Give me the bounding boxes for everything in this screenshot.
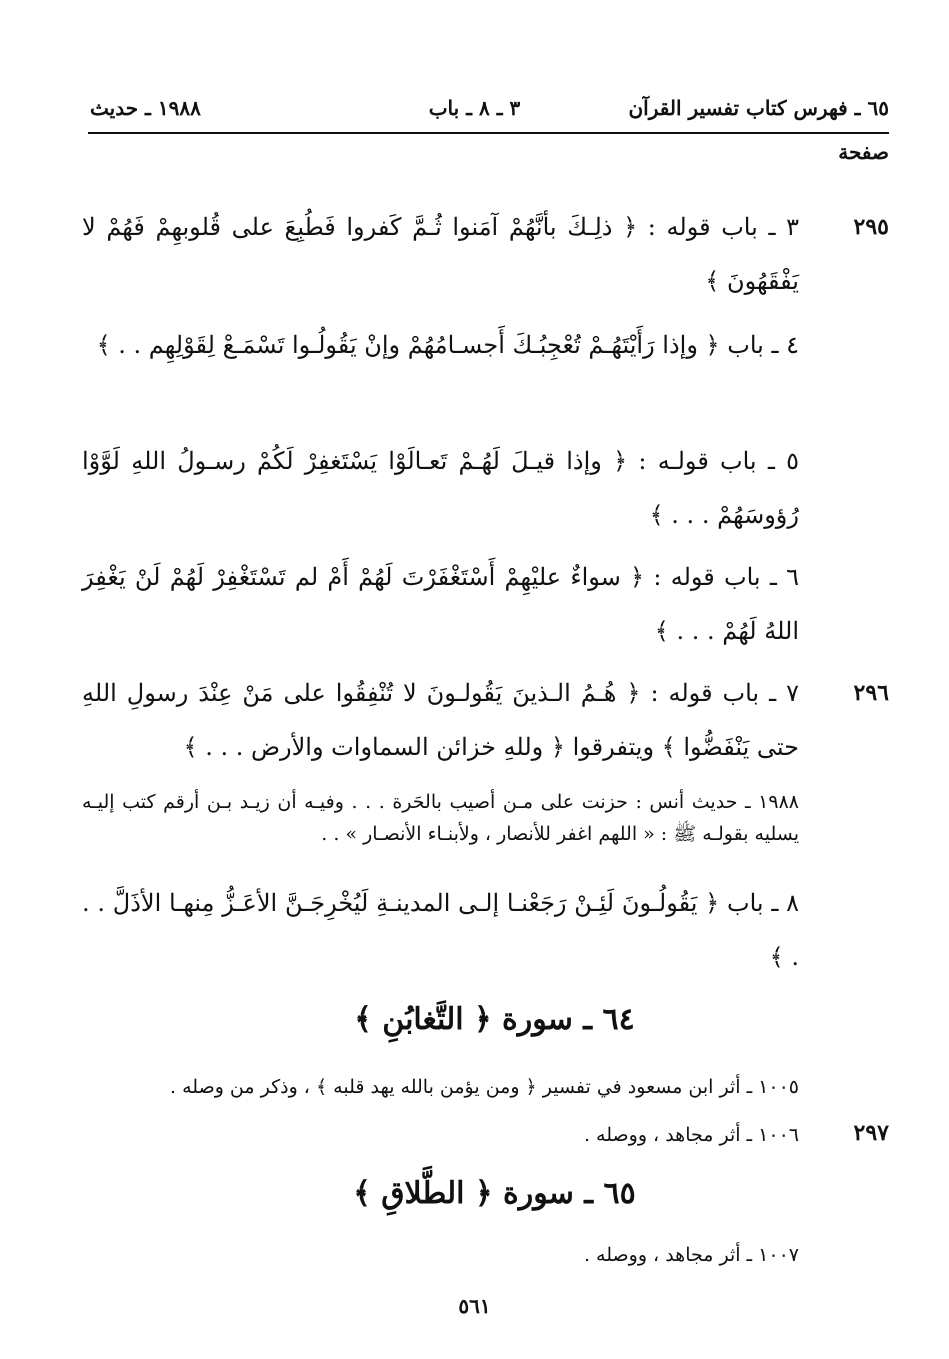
entry-bab-7: ٧ ـ باب قوله : ﴿ هُـمُ الـذينَ يَقُولـونَ لا تُنْفِقُوا على مَنْ عِنْدَ رسولِ اللهِ حتى يَنْفَضُّوا ﴾ ويتفرقوا ﴿ وللهِ خزائن السماوات والأرض . . . ﴾ — [82, 679, 799, 761]
athar-1007: ١٠٠٧ ـ أثر مجاهد ، ووصله . — [583, 1244, 799, 1266]
page-column-label: صفحة — [838, 140, 889, 164]
athar-1006: ١٠٠٦ ـ أثر مجاهد ، ووصله . — [583, 1124, 799, 1146]
running-header — [90, 96, 889, 132]
hadith-1988: ١٩٨٨ ـ حديث أنس : حزنت على مـن أصيب بالحَرة . . . وفيـه أن زيـد بـن أرقم كتب إليـه يسليه بقولـه ﷺ : « اللهم اغفر للأنصار ، ولأبنـاء الأنصـار » . . — [82, 791, 799, 845]
header-chapter-title: ٦٥ ـ فهرس كتاب تفسير القرآن — [628, 96, 889, 120]
entry-bab-3: ٣ ـ باب قوله : ﴿ ذلِـكَ بأنَّهُمْ آمَنوا ثُـمَّ كَفروا فَطُبِعَ على قُلوبهِمْ فَهُمْ لا يَفْقَهُونَ ﴾ — [82, 213, 800, 295]
athar-1005: ١٠٠٥ ـ أثر ابن مسعود في تفسير ﴿ ومن يؤمن بالله يهد قلبه ﴾ ، وذكر من وصله . — [170, 1076, 799, 1098]
entry-bab-4: ٤ ـ باب ﴿ وإذا رَأَيْتَهُـمْ تُعْجِبُـكَ أَجسـامُهُمْ وإنْ يَقُولُـوا تَسْمَـعْ لِقَوْلِهِم . . ﴾ — [96, 331, 799, 359]
entry-bab-5: ٥ ـ باب قولـه : ﴿ وإذا قيـلَ لَهُـمْ تَعـالَوْا يَسْتَغفِرْ لَكُمْ رسـولُ اللهِ لَوَّوْا رُؤوسَهُمْ . . . ﴾ — [82, 447, 799, 529]
header-rule — [88, 132, 889, 134]
surah-65-heading: ٦٥ ـ سورة ﴿ الطَّلاقِ ﴾ — [353, 1176, 636, 1211]
entry-bab-6: ٦ ـ باب قوله : ﴿ سواءٌ عليْهِمْ أَسْتَغْفَرْتَ لَهُمْ أَمْ لم تَسْتَغْفِرْ لَهُمْ لَنْ يَغْفِرَ اللهُ لَهُمْ . . . ﴾ — [82, 563, 799, 645]
header-bab-range: ٣ ـ ٨ ـ باب — [428, 96, 521, 120]
surah-64-heading: ٦٤ ـ سورة ﴿ التَّغابُنِ ﴾ — [354, 1002, 635, 1037]
page-ref-295: ٢٩٥ — [853, 214, 889, 240]
page-ref-296: ٢٩٦ — [853, 680, 889, 706]
entry-bab-8: ٨ ـ باب ﴿ يَقُولُـونَ لَئِـنْ رَجَعْنـا إلـى المدينـةِ لَيُخْرِجَـنَّ الأعَـزُّ مِنهـا الأذَلَّ . . . ﴾ — [82, 889, 800, 971]
page-number: ٥٦١ — [458, 1294, 491, 1318]
page-ref-297: ٢٩٧ — [853, 1120, 889, 1146]
header-hadith-range: ١٩٨٨ ـ حديث — [90, 96, 201, 120]
